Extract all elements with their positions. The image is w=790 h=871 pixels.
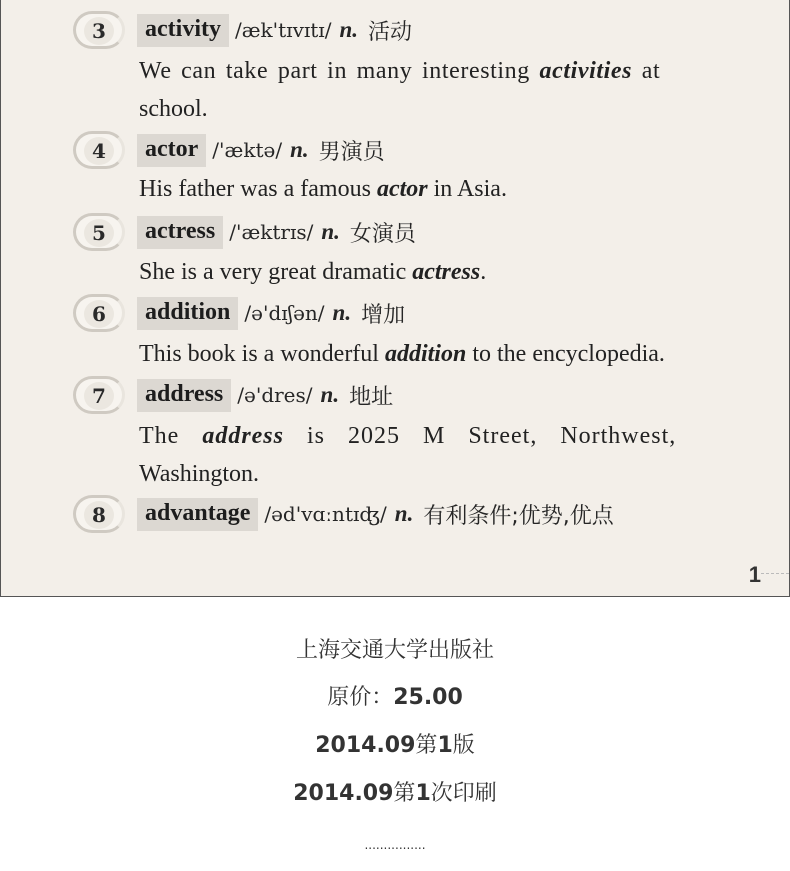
headword: addition bbox=[137, 297, 238, 330]
chinese-meaning: 女演员 bbox=[349, 221, 416, 247]
entry-number-badge: 7 bbox=[73, 376, 125, 414]
part-of-speech: n. bbox=[332, 300, 352, 325]
phonetic: /əd'vɑːntɪʤ/ bbox=[264, 502, 387, 526]
entry-address bbox=[73, 375, 393, 415]
price-value: 25.00 bbox=[393, 685, 463, 710]
entry-activity bbox=[73, 10, 412, 50]
chinese-meaning: 地址 bbox=[349, 384, 394, 410]
price-label: 原价： bbox=[327, 685, 394, 710]
headword: address bbox=[137, 379, 231, 412]
phonetic: /'æktrɪs/ bbox=[229, 220, 314, 244]
chinese-meaning: 男演员 bbox=[318, 139, 385, 165]
publisher-name: 上海交通大学出版社 bbox=[295, 638, 494, 663]
chinese-meaning: 活动 bbox=[368, 19, 413, 45]
phonetic: /ə'dɪʃən/ bbox=[244, 301, 325, 325]
part-of-speech: n. bbox=[290, 137, 309, 162]
entry-number-badge: 5 bbox=[73, 213, 125, 251]
example-sentence: His father was a famous actor in Asia. bbox=[139, 176, 507, 202]
part-of-speech: n. bbox=[321, 219, 340, 244]
part-of-speech: n. bbox=[320, 382, 340, 407]
ellipsis-dots: ................ bbox=[364, 838, 426, 852]
example-keyword: activities bbox=[539, 58, 633, 84]
headword: actor bbox=[137, 134, 206, 167]
example-sentence: We can take part in many interesting activities at school. bbox=[139, 58, 661, 122]
printing-date: 2014.09 bbox=[293, 781, 394, 806]
headword: actress bbox=[137, 216, 223, 249]
entry-actor bbox=[73, 130, 385, 170]
example-keyword: actress bbox=[412, 259, 481, 285]
entry-advantage bbox=[73, 494, 614, 534]
phonetic: /ə'dres/ bbox=[237, 383, 313, 407]
entry-number-badge: 8 bbox=[73, 495, 125, 533]
edition-date: 2014.09 bbox=[315, 733, 416, 758]
page-corner-mark bbox=[761, 573, 789, 580]
example-sentence: She is a very great dramatic actress. bbox=[139, 259, 487, 285]
price-line bbox=[0, 680, 790, 711]
edition-line: 2014.09第1版 bbox=[315, 733, 475, 758]
entry-actress bbox=[73, 212, 416, 252]
phonetic: /'æktə/ bbox=[212, 138, 283, 162]
phonetic: /æk'tɪvɪtɪ/ bbox=[234, 18, 332, 42]
headword: activity bbox=[137, 14, 229, 47]
entry-addition bbox=[73, 293, 405, 333]
chinese-meaning: 增加 bbox=[361, 302, 406, 328]
page-number: 1 bbox=[748, 562, 761, 587]
example-keyword: actor bbox=[376, 176, 428, 202]
example-keyword: addition bbox=[384, 341, 467, 367]
chinese-meaning: 有利条件;优势,优点 bbox=[423, 503, 614, 529]
part-of-speech: n. bbox=[394, 501, 414, 526]
example-sentence: This book is a wonderful addition to the encyclopedia. bbox=[139, 341, 665, 367]
part-of-speech: n. bbox=[339, 17, 358, 42]
headword: advantage bbox=[137, 498, 258, 531]
entry-number-badge: 3 bbox=[73, 11, 125, 49]
entry-number-badge: 4 bbox=[73, 131, 125, 169]
example-sentence: The address is 2025 M Street, Northwest, Washington. bbox=[139, 423, 677, 487]
printing-line: 2014.09第1次印刷 bbox=[293, 781, 497, 806]
example-keyword: address bbox=[202, 423, 284, 449]
entry-number-badge: 6 bbox=[73, 294, 125, 332]
